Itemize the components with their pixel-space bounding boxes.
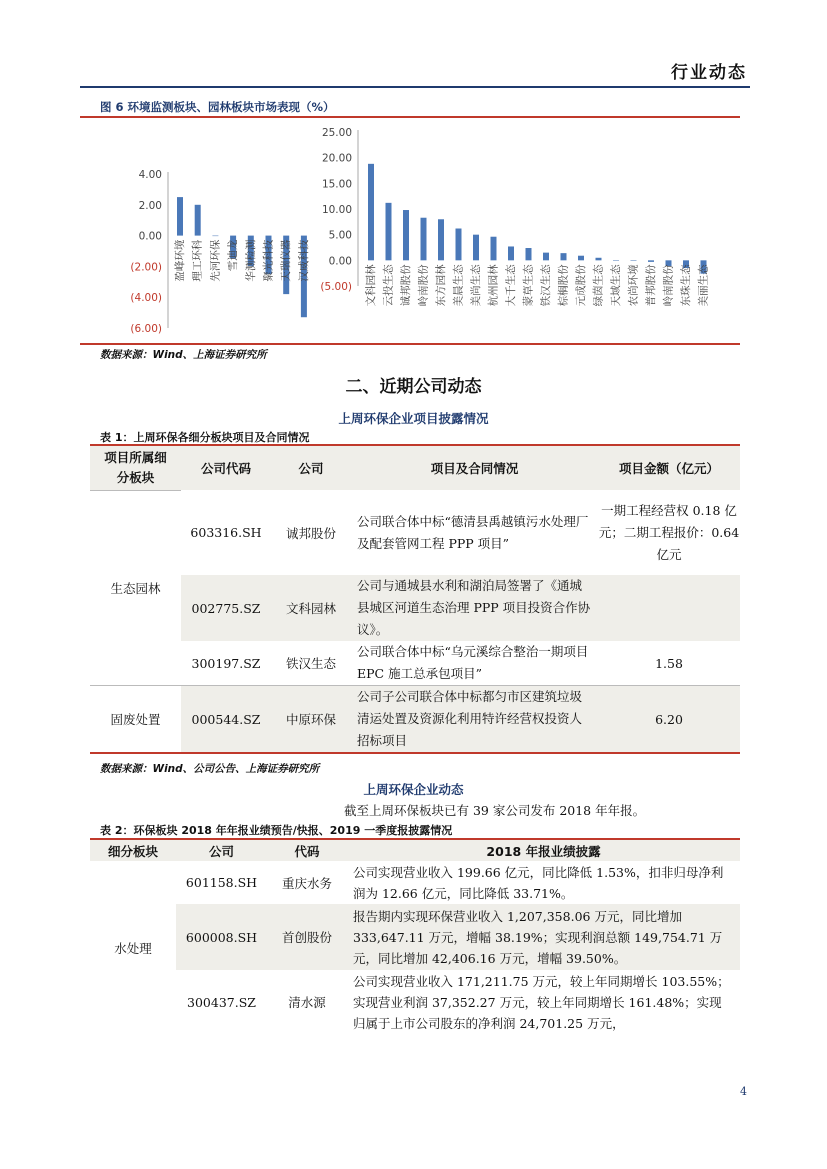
tick-label: (2.00) [130,261,162,274]
category-label: 绿茵生态 [592,264,605,307]
table2-code: 601158.SH [185,875,258,890]
tick-label: 20.00 [321,152,352,165]
subtitle-dynamics: 上周环保企业动态 [363,782,464,797]
table2-code: 600008.SH [185,929,258,945]
figure-6-chart [80,120,740,342]
table1-company: 文科园林 [285,601,336,616]
table1-amount: 一期工程经营权 0.18 亿元；二期工程报价：0.64 亿元 [598,502,740,562]
bar-2-6 [473,235,479,261]
bar-2-10 [543,253,549,261]
category-label: 棕榈股份 [557,264,570,307]
table1-header-company: 公司 [298,461,324,476]
table2-header-row [90,840,740,861]
monitoring-chart [130,169,309,335]
table2-header-company: 公司 [208,843,234,859]
category-label: 天域生态 [610,264,622,307]
tick-label: (5.00) [320,281,352,293]
table-row [90,641,740,686]
table1-amount: 6.20 [655,711,683,727]
bar-2-16 [648,260,654,262]
category-label: 雪迪龙 [227,239,240,272]
table1-desc: 公司与通城县水利和湖泊局签署了《通城县城区河道生态治理 PPP 项目投资合作协议》。 [357,578,591,637]
category-label: 元成股份 [575,264,587,307]
header-rule [80,86,750,88]
bar-2-13 [596,258,602,261]
tick-label: 5.00 [328,229,352,242]
table1-amount [598,575,740,641]
section-title: 二、近期公司动态 [345,377,482,397]
table1-desc: 公司联合体中标“德清县禹越镇污水处理厂及配套管网工程 PPP 项目” [357,513,589,551]
tick-label: 0.00 [328,255,352,268]
table1-caption: 表 1：上周环保各细分板块项目及合同情况 [100,431,310,444]
table2-header-desc: 2018 年报业绩披露 [486,843,601,859]
bar-1-1 [195,205,201,236]
category-label: 先河环保 [209,239,222,282]
table-row [90,970,740,1034]
table1-company: 诚邦股份 [285,525,336,541]
table1-header-sector: 项目所属细分板块 [104,449,167,485]
table1-desc: 公司联合体中标“乌元溪综合整治一期项目 EPC 施工总承包项目” [357,644,589,681]
table1-header-amount: 项目金额（亿元） [618,461,719,476]
table2-company: 清水源 [288,995,326,1010]
table2-caption: 表 2：环保板块 2018 年年报业绩预告/快报、2019 一季度报披露情况 [100,824,453,837]
category-label: 东方园林 [435,264,447,307]
table1-header-code: 公司代码 [200,461,251,476]
category-label: 华测检测 [244,239,257,282]
category-label: 普邦股份 [645,264,657,307]
category-label: 杭州园林 [487,264,500,307]
category-label: 美尚生态 [470,264,482,307]
category-label: 理工环科 [191,239,204,282]
table1-amount: 1.58 [655,655,683,671]
table2-desc: 报告期内实现环保营业收入 1,207,358.06 万元，同比增加 333,647.11 万元，增幅 38.19%；实现利润总额 149,754.71 万元，同比增加 42,406.16 万元，增幅 39.50%。 [353,908,723,966]
tick-label: 10.00 [321,204,352,216]
category-label: 岭南股份 [662,264,675,307]
table2-header-code: 代码 [294,843,320,859]
bar-2-11 [561,253,567,260]
bar-2-12 [578,256,584,261]
figure-bottom-rule [80,343,740,345]
table1 [90,446,740,752]
bar-2-14 [613,260,619,261]
table2-desc: 公司实现营业收入 199.66 亿元，同比降低 1.53%，扣非归母净利润为 12.66 亿元，同比降低 33.71%。 [353,864,724,901]
table1-header-row [90,446,740,490]
table1-sector: 生态园林 [90,490,181,686]
table-row [90,575,740,641]
tick-label: 4.00 [138,169,162,181]
table2-desc: 公司实现营业收入 171,211.75 万元，较上年同期增长 103.55%；实现营业利润 37,352.27 万元，较上年同期增长 161.48%；实现归属于上市公司股东的净利润 24,701.25 万元， [353,973,730,1031]
table2-code: 300437.SZ [187,994,256,1010]
category-label: 天瑞仪器 [280,239,293,282]
category-label: 农尚环境 [627,264,640,307]
bar-2-9 [526,248,532,260]
bar-2-7 [491,237,497,261]
header-title: 行业动态 [671,63,747,83]
tick-label: 25.00 [321,127,352,139]
table2-sector: 水处理 [114,940,152,956]
category-label: 聚光科技 [262,239,275,282]
bar-2-0 [368,164,374,261]
table1-code: 000544.SZ [191,711,261,727]
bar-2-8 [508,246,514,260]
table1-company: 铁汉生态 [285,656,336,671]
bar-2-2 [403,210,409,260]
table1-code: 300197.SZ [191,655,261,671]
table1-desc: 公司子公司联合体中标都匀市区建筑垃圾清运处置及资源化利用特许经营权投资人招标项目 [357,689,583,748]
category-label: 云投生态 [382,264,395,307]
category-label: 诚邦股份 [400,264,412,307]
table1-header-desc: 项目及合同情况 [430,461,519,476]
figure-caption: 图 6 环境监测板块、园林板块市场表现（%） [100,100,335,114]
table1-sector: 固废处置 [90,686,181,753]
tick-label: 0.00 [138,230,162,243]
figure-source: 数据来源：Wind、上海证券研究所 [100,349,267,361]
table1-code: 002775.SZ [191,600,261,616]
table1-code: 603316.SH [190,525,262,540]
category-label: 东珠生态 [680,264,692,307]
category-label: 美晨生态 [452,264,465,307]
table-row [90,904,740,970]
table-row [90,490,740,575]
bar-1-2 [212,236,218,237]
subtitle-projects: 上周环保企业项目披露情况 [338,411,489,426]
category-label: 岭南股份 [417,264,430,307]
tick-label: 2.00 [138,199,162,212]
bar-1-0 [177,197,183,236]
bar-2-3 [421,218,427,261]
page-number: 4 [740,1085,747,1098]
bar-2-1 [386,203,392,260]
table2 [90,840,740,1034]
category-label: 汉威科技 [297,239,310,282]
bar-2-15 [631,260,637,261]
category-label: 美丽生态 [697,264,710,307]
category-label: 文科园林 [365,264,377,307]
table-row [90,861,740,904]
table2-company: 首创股份 [281,930,332,945]
category-label: 盈峰环境 [174,239,186,282]
bar-2-5 [456,229,462,261]
category-label: 大千生态 [505,264,517,307]
bar-2-4 [438,219,444,260]
table1-bottom-rule [90,752,740,754]
dynamics-text: 截至上周环保板块已有 39 家公司发布 2018 年年报。 [344,803,646,818]
landscape-chart [320,127,709,306]
tick-label: (4.00) [130,292,162,305]
table2-header-sector: 细分板块 [107,843,158,859]
figure-top-rule [80,116,740,118]
tick-label: 15.00 [321,178,352,191]
category-label: 铁汉生态 [540,264,552,307]
table1-company: 中原环保 [285,712,336,727]
table-row [90,686,740,753]
tick-label: (6.00) [130,323,162,335]
table1-source: 数据来源：Wind、公司公告、上海证券研究所 [100,763,320,775]
table2-company: 重庆水务 [281,875,332,891]
category-label: 蒙草生态 [522,264,535,307]
